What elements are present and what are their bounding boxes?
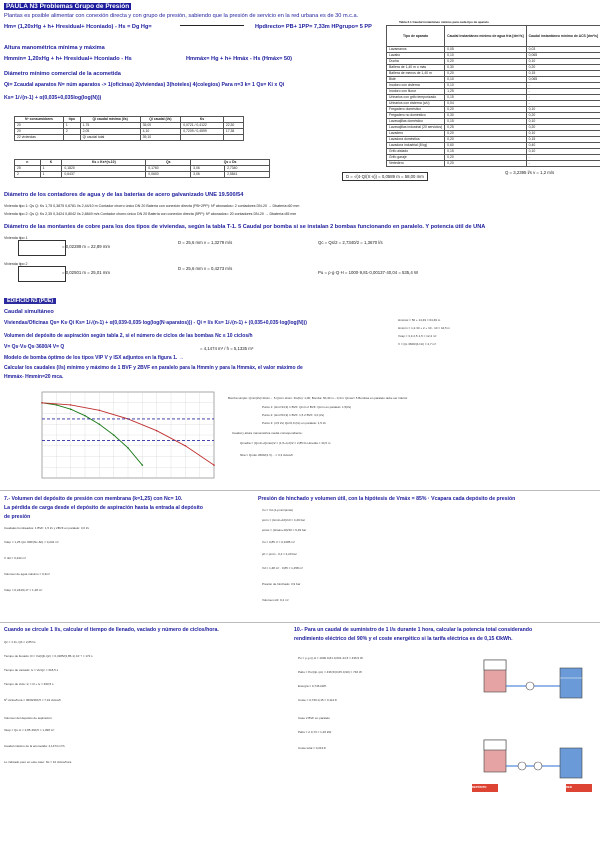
table-cell: 0,20 (445, 71, 527, 77)
table-header-cell: Qi caudal mínimo (l/s) (80, 117, 140, 123)
chart-note-6: Qmedia = (Qmín+Qmáx)/2 = (1,5+4,2)/2 = 2,85 l/s Hmedia = 44,5 m (240, 441, 331, 445)
v2-diameter: D = 25,6 mm v = 0,4273 m/s (178, 266, 233, 271)
table-cell: 0,10 (526, 59, 600, 65)
intro-text: Plantas es posible alimentar con conexión directa y con grupo de presión, sabiendo que la presión de servicio en la red urbana es de 30 m.c.a. (4, 13, 359, 19)
table-cell: Lavabo (387, 53, 445, 59)
table-cell: 0,10 (445, 53, 527, 59)
v2-formula-box (18, 266, 66, 282)
table-cell: 0,15 (526, 137, 600, 143)
data-point (70, 404, 72, 406)
ciclo-l9: Lo indicado pero en este caso: Nc = 10 ciclos/hora (4, 760, 72, 764)
presion-l6: Vd = 1,48 m³ · 0,85 = 1,258 m³ (262, 566, 304, 570)
table-cell: 0,60 (445, 143, 527, 149)
section7-sub5: Vdep = 0,244/0,17 = 1,48 m³ (4, 588, 43, 592)
table-cell: Lavadora industrial (8 kg) (387, 143, 445, 149)
v-formula: V= Qs·Vs·Qs·3600/4 V= Q (4, 344, 65, 350)
table-cell: 0,10 (445, 83, 527, 89)
table-cell: 2,5841 (225, 172, 270, 178)
table-cell: 0,20 (445, 107, 527, 113)
table-cell: 0,20 (445, 137, 527, 143)
section10-title: 10.- Para un caudal de suministro de 1 l/s durante 1 hora, calcular la potencia total considerando (294, 627, 533, 633)
s10-l5: Caso 2 BVF en paralelo (298, 716, 330, 720)
table-cell: 0,15 (526, 71, 600, 77)
table-cell: 0,20 (445, 161, 527, 167)
table-cell: Ducha (387, 59, 445, 65)
table-cell: 0,40 (526, 143, 600, 149)
table-cell: 0,10 (526, 119, 600, 125)
table-cell: 22,30 (223, 123, 243, 129)
table-cell: 4,10 (140, 129, 181, 135)
table-cell: 0,05 (445, 47, 527, 53)
table-cell: 0,0600 (146, 172, 191, 178)
ks-small-body (15, 166, 270, 178)
table-cell: 35,00 (140, 123, 181, 129)
table-cell: 1,75 (80, 123, 140, 129)
page-title: PAULA N3 Problemas Grupo de Presión (6, 3, 130, 10)
table-cell: 0,1760 (146, 166, 191, 172)
table-cell: 3,06 (191, 166, 225, 172)
table-cell: Grifo aislado (387, 149, 445, 155)
ciclo-title: Cuando se circule 1 l/s, calcular el tiempo de llenado, vaciado y número de ciclos/hora. (4, 627, 219, 633)
section7-sub4: Volumen de agua máximo = 0,3m³ (4, 572, 50, 576)
presion-l7: Presión de hinchado: 3,9 bar (262, 582, 301, 586)
caudal-table-header (387, 26, 600, 47)
s10-l2: Pabs = Pu/(ηb·ηm) = 436,5/(0,65·0,90) = 746 W (298, 670, 362, 674)
data-point (213, 464, 215, 466)
table-cell: 1,25 (445, 89, 527, 95)
ciclo-l4: Tiempo de ciclo: tc = tll + tv = 490,5 s (4, 682, 54, 686)
side-note-2: Hmmín = 1,2·33 + 2 + 10 - 10 = 44,5 m (398, 326, 451, 330)
table-cell: 0,20 (526, 65, 600, 71)
ks-line: Ks= 1/√(n-1) + α(0,035+0,035log(log(N))) (4, 95, 102, 101)
divider (0, 622, 600, 623)
table-header-cell: Ks (181, 117, 224, 123)
data-point (156, 430, 158, 432)
hpd-formula: Hpdirecto= PB+ 1PP= 7,33m HPgrupo= 5 PP (255, 24, 372, 30)
table-header-cell: K (40, 160, 62, 166)
table-cell: 25 (15, 166, 41, 172)
table-cell: Fregadero doméstico (387, 107, 445, 113)
table-cell: Fregadero no doméstico (387, 113, 445, 119)
table-header-cell: tipo (63, 117, 80, 123)
vivienda1-label: Vivienda tipo 1 (4, 236, 28, 240)
table-cell (181, 135, 224, 141)
section-acometida-title: Diámetro mínimo comercial de la acometida (4, 71, 121, 77)
chart-note-5: Caudal y altura manométrica media correspondiente: (232, 431, 303, 435)
s10-l4: Coste = 0,746·0,15 = 0,112 € (298, 698, 337, 702)
table-cell: Bañera de menos de 1,40 m (387, 71, 445, 77)
v2-result: = 0,02501 m = 25,01 mm (62, 270, 111, 275)
table-cell: 0,03 (526, 47, 600, 53)
table-cell: 0,20 (445, 131, 527, 137)
ciclo-l2: Tiempo de llenado: tll = Vu/(Qb-Qc) = 0,3185/(2,85-1)·10⁻³ = 172 s (4, 654, 93, 658)
table-cell: 0,15 (445, 95, 527, 101)
v1-diameter: D = 25,6 mm v = 1,3279 m/s (178, 240, 233, 245)
ciclo-l7: Vasp = Qs·tc = 2,85·490,5 = 1,398 m³ (4, 728, 55, 732)
table-cell: Qi caudal total (80, 135, 140, 141)
chart-note-4: Punto 3: (4,5 l/s) Qs=0,9 (l/s) en paralelo: 1,5 l/s (262, 421, 326, 425)
table-cell: 39,10 (140, 135, 181, 141)
hm-formula: Hm= (1,20xHg + h+ Hresidual+ Hconiado) - Hs = Dg Hg= (4, 24, 152, 30)
chart-note-2: Punto 1: (Hm=34,9) 1 BVF: Qmín 2 BVF: Qmín en paralelo: 1,5(l/s) (262, 405, 352, 409)
vivienda2-label: Vivienda tipo 2 (4, 262, 28, 266)
table-cell: 0,10 (445, 77, 527, 83)
table-cell: 0,25 (445, 125, 527, 131)
tank-top (484, 660, 506, 670)
contadores-line-1: Vivienda tipo 1: Qs Q: Ks 1,75 0,3875 0,6781 l/s 2,44/10 m Contador chorro único DN 20 Batería con conexión directa (PB+2PP): Nº abonados= 2 contadores DN-20 → Dbatería=60 mm (4, 204, 300, 208)
v-result: = 4,1474 m³ / h = 5,1335 m³ (200, 346, 254, 351)
table-cell: Inodoro con fluxor (387, 89, 445, 95)
caudal-table (386, 25, 600, 167)
table-cell: 1 (40, 172, 62, 178)
pump-caudal: Qc = Qs/2 = 2,7340/2 = 1,3670 l/s (318, 240, 383, 245)
table-cell: 0,7209 / 0,4599 (181, 129, 224, 135)
table-header-cell: Nº consumidores (15, 117, 64, 123)
s10-l3: Energía = 0,746 kWh (298, 684, 327, 688)
table-header-cell: Caudal instantáneo mínimo de ACS [dm³/s] (526, 26, 600, 47)
pump-curve-chart (30, 388, 220, 488)
table-cell: Inodoro con cisterna (387, 83, 445, 89)
altura-label: Altura manométrica mínima y máxima (4, 45, 105, 51)
consumidores-row (15, 135, 244, 141)
side-note-3: Vcap = 3,3·2,5·1,5 = 12,4 m³ (398, 334, 437, 338)
data-point (142, 464, 144, 466)
table-cell: 0,0721 / 0,4122 (181, 123, 224, 129)
table-cell: 20 (15, 123, 64, 129)
right-table-caption: Tabla 2.1 Caudal instantáneo mínimo para cada tipo de aparato (399, 20, 489, 24)
side-note-1: Hmmáx = 50 + 14,49 = 64,49 m (398, 318, 441, 322)
table-cell: 0,30 (445, 113, 527, 119)
pump-icon (534, 762, 542, 770)
table-cell: 0,10 (526, 131, 600, 137)
table-cell: 20 (15, 129, 64, 135)
table-cell: Lavadero (387, 131, 445, 137)
table-cell: Lavadora doméstica (387, 137, 445, 143)
chart-note-7: Nba = Qmáx·3600/(4·V)... = 3,3 ciclos/h (240, 453, 294, 457)
table-header-cell: Qs (146, 160, 191, 166)
section7-sub3: V útil = 0,244 m³ (4, 556, 26, 560)
table-cell: 1 (40, 166, 62, 172)
section7-sub1: Caudales bombeados: 1 BVF: 1,5 l/s y 2BVF en paralelo: 3,0 l/s (4, 526, 89, 530)
pressure-tank-icon (560, 668, 582, 698)
table-header-cell: Tipo de aparato (387, 26, 445, 47)
fraction-bar (180, 20, 244, 26)
presion-l4: Vu = 0,85·V = 0,3185 m³ (262, 540, 295, 544)
diameter-formula: D = √(4·Q/(π·v)) = 0,0589 m = 58,00 mm (342, 172, 428, 181)
table-cell: - (526, 95, 600, 101)
calcular-line-2: Hmmáx- Hmmín=20 mca. (4, 374, 64, 380)
table-cell: - (526, 101, 600, 107)
section7-line3: de presión (4, 514, 31, 520)
s10-l7: Coste total = 0,219 € (298, 746, 326, 750)
table-cell: 2,7340 (225, 166, 270, 172)
presion-title: Presión de hinchado y volumen útil, con la hipótesis de Vmáx = 85% · Vcapara cada depósito de presión (258, 496, 516, 502)
table-cell: 0,15 (445, 119, 527, 125)
section10-title-2: rendimiento eléctrico del 90% y el coste energético si la tarifa eléctrica es de 0,15 €/kWh. (294, 636, 513, 642)
data-point (185, 445, 187, 447)
installation-diagram-2 (470, 730, 594, 796)
table-header-cell: Ks = Ks+(n-10) (62, 160, 146, 166)
data-point (99, 423, 101, 425)
table-cell: Bañera de 1,40 m o más (387, 65, 445, 71)
s10-l1: Pu = ρ·g·Q·H = 1000·9,81·0,001·44,5 = 436,5 W (298, 656, 363, 660)
table-cell: 0,1820 (62, 166, 146, 172)
table-cell: 17,38 (223, 129, 243, 135)
ciclo-l1: Qc = 1 l/s; Qb = 2,85 l/s (4, 640, 36, 644)
side-note-4: V = Qc·3600/(4·Nc) = 2,7 m³ (398, 342, 437, 346)
table-cell: 2,05 (80, 129, 140, 135)
caudal-table-body (387, 47, 600, 167)
table-header-cell: Qi caudal (l/s) (140, 117, 181, 123)
data-point (41, 402, 43, 404)
consumidores-table (14, 116, 244, 141)
edificio-tag: EDIFICIO N3 (PUE) (4, 298, 56, 304)
table-cell: Lavavajillas industrial (20 servicios) (387, 125, 445, 131)
tank-top (484, 740, 506, 750)
table-cell: Urinarios con grifo temporizado (387, 95, 445, 101)
table-cell: Lavavajillas doméstico (387, 119, 445, 125)
table-cell: 1 (63, 123, 80, 129)
table-cell (223, 135, 243, 141)
table-cell: - (526, 161, 600, 167)
table-cell: 3,06 (191, 172, 225, 178)
modelo-line: Modelo de bomba óptimo de los tipos VIP V y ISX adjuntos en la figura 1. → (4, 355, 184, 361)
pump-icon (526, 682, 534, 690)
vivienda-formula: Viviendas/Oficinas Qs= Ks·Qi Ks= 1/√(n-1) + α(0,039-0,035·log(log(N·aparatos))) - Qi = l/s Ks= 1/√(n-1) + (0,035+0,035·log(log(N))) (4, 320, 307, 326)
ks-small-table (14, 159, 270, 178)
presion-l2: pmín = (Hmín+10)/10 = 4,49 bar (262, 518, 305, 522)
table-cell: 0,065 (526, 77, 600, 83)
table-cell: - (526, 83, 600, 89)
section-contadores-title: Diámetro de los contadores de agua y de las baterías de acero galvanizado UNE 19.500/54 (4, 192, 244, 198)
table-cell: Bidé (387, 77, 445, 83)
table-cell: 0,10 (526, 107, 600, 113)
table-cell: 0,10 (526, 149, 600, 155)
table-cell: 0,30 (445, 65, 527, 71)
table-header-cell: n (15, 160, 41, 166)
diag-label-deposito: DEPÓSITO (472, 785, 487, 789)
pump-icon (518, 762, 526, 770)
diameter-params: Q = 3,2395 l/s v = 1,2 m/s (505, 170, 555, 175)
v1-result: = 0,02289 m = 22,89 mm (62, 244, 111, 249)
hmax-formula: Hmmáx= Hg + h+ Hmáx - Hs (Hmáx= 50) (186, 56, 293, 62)
data-point (99, 409, 101, 411)
chart-note-1: Bomba simple: Qmín(l/s)=Hmín→ 5·Qmín·Hmín: 3/s(l/s): 1,00; Bomba: 50,40 m→0,3m: Qmax= 5 Bombas en paralelo debe ser inferior (228, 396, 408, 400)
v1-formula-box (18, 240, 66, 256)
pressure-tank-icon (560, 748, 582, 778)
section-montantes-title: Diámetro de las montantes de cobre para los dos tipos de viviendas, según la tabla T-1. 5 Caudal por bomba si se instalan 2 bombas funcionando en paralelo. Y potencia útil de UNA (4, 224, 486, 230)
hmin-formula: Hmmín= 1,20xHg + h+ Hresidual+ Hconiado - Hs (4, 56, 132, 62)
qi-line: Qi= Σcaudal aparatos N= núm aparatos -> 1(oficinas) 2(viviendas) 3(hoteles) 4(colegios) Para n=3 k= 1 Qs= Ki x Qi (4, 82, 285, 88)
table-cell: 0,065 (526, 53, 600, 59)
calcular-line: Calcular los caudales (l/s) mínimo y máximo de 1 BVF y 2BVF en paralelo para la Hmmín y para la Hmmáx, el valor máximo de (4, 365, 303, 371)
data-point (84, 415, 86, 417)
chart-note-3: Punto 2: (Hm=54,9) 1 BVF: 1,5 2 BVF: 3,0 (l/s) (262, 413, 325, 417)
table-cell: Grifo garaje (387, 155, 445, 161)
table-cell: - (526, 155, 600, 161)
pump-potencia: Pu = ρ·g·Q·H = 1000·9,81·0,00137·40,04 = 535,4 W (318, 270, 419, 275)
table-cell (63, 135, 80, 141)
ciclo-l8: Caudal máximo de la acometida: 4,1474 m³/h (4, 744, 65, 748)
contadores-line-2: Vivienda tipo 2: Qs Q: Ks 2,35 0,3424 0,8042 l/s 2,8849 m/s Contador chorro único DN 20 Batería con conexión directa (5PP): Nº abonados= 20 contadores DN-20 → Dbatería=85 mm (4, 212, 297, 216)
table-cell: Lavamanos (387, 47, 445, 53)
installation-diagram-1 (470, 650, 594, 716)
presion-l1: Vu = Vd·(1-pmín/pmáx) (262, 508, 294, 512)
table-cell: - (526, 89, 600, 95)
section7-title: 7.- Volumen del depósito de presión con membrana (k=1,25) con Nc= 10. (4, 496, 183, 502)
section7-sub2: Vdep = 1,25·Qm·900/(Nc·Δh) = 0,244 m³ (4, 540, 59, 544)
hg-fraction (180, 20, 244, 32)
s10-l6: Pabs = 2·0,73 = 1,46 kW (298, 730, 332, 734)
table-cell: 0,20 (526, 125, 600, 131)
table-cell: 0,15 (445, 149, 527, 155)
data-point (113, 434, 115, 436)
table-cell: 0,6437 (62, 172, 146, 178)
data-point (127, 447, 129, 449)
table-header-cell: Caudal instantáneo mínimo de agua fría [dm³/s] (445, 26, 527, 47)
table-cell: Vertedero (387, 161, 445, 167)
presion-l8: Volumen útil: 0,4 m³ (262, 598, 289, 602)
presion-l5: ph = pmín - 0,2 = 4,29 bar (262, 552, 297, 556)
ciclo-l5: Nº ciclos/hora = 3600/490,5 = 7,34 ciclos/h (4, 698, 61, 702)
table-cell: 2 (63, 129, 80, 135)
section7-line2: La pérdida de carga desde el depósito de aspiración hasta la entrada al depósito (4, 505, 203, 511)
table-cell: 0,20 (445, 155, 527, 161)
table-cell: 22 viviendas (15, 135, 64, 141)
consumidores-body (15, 123, 244, 141)
data-point (70, 408, 72, 410)
ks-small-row (15, 172, 270, 178)
ciclo-l6: Volumen del depósito de aspiración: (4, 716, 53, 720)
ciclo-l3: Tiempo de vaciado: tv = Vu/Qc = 318,5 s (4, 668, 59, 672)
table-header-cell: Qs = Ds (191, 160, 270, 166)
divider (0, 490, 600, 491)
table-cell: 0,20 (526, 113, 600, 119)
caudal-simultaneo-label: Caudal simultáneo (4, 309, 54, 315)
caudal-table-row (387, 161, 600, 167)
table-cell: 0,04 (445, 101, 527, 107)
table-cell: 2 (15, 172, 41, 178)
diag-label-red: RED (566, 785, 572, 789)
volumen-line: Volumen del depósito de aspiración según tabla 2, si el número de ciclos de las bombas Nc ≤ 10 ciclos/h (4, 333, 253, 339)
table-cell: Urinarios con cisterna (c/u) (387, 101, 445, 107)
presion-l3: pmáx = (Hmáx+10)/10 = 6,49 bar (262, 528, 307, 532)
table-cell: 0,20 (445, 59, 527, 65)
